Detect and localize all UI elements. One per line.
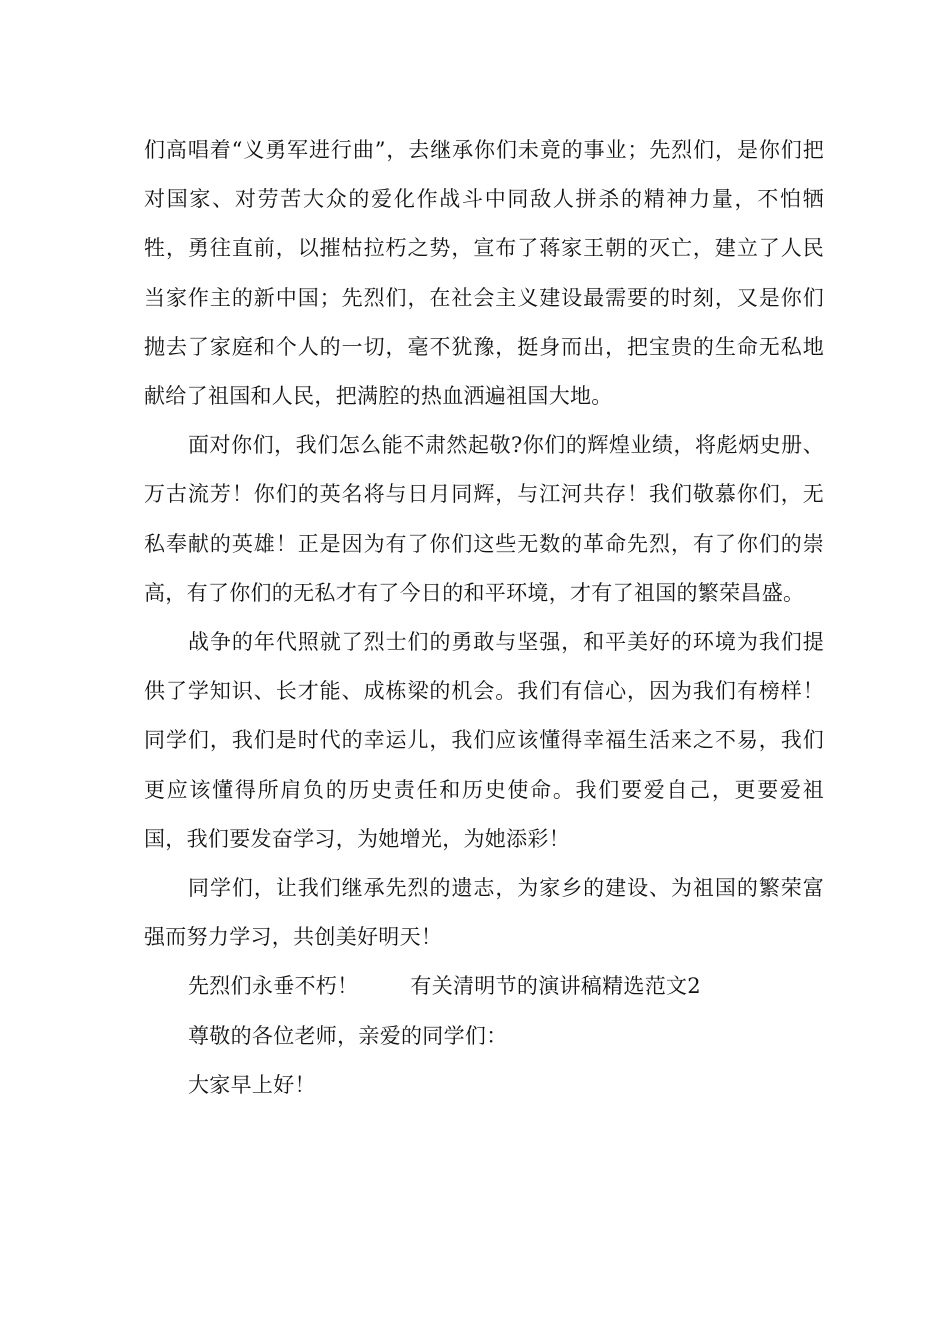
closing-line: [144, 962, 824, 1011]
next-section-title: 有关清明节的演讲稿精选范文2: [410, 974, 701, 999]
greeting: 大家早上好！: [188, 1072, 316, 1097]
paragraph-3: 战争的年代照就了烈士们的勇敢与坚强，和平美好的环境为我们提供了学知识、长才能、成栋梁的机会。我们有信心，因为我们有榜样！同学们，我们是时代的幸运儿，我们应该懂得幸福生活来之不易，我们更应该懂得所肩负的历史责任和历史使命。我们要爱自己，更要爱祖国，我们要发奋学习，为她增光，为她添彩！: [144, 630, 824, 851]
closing-text: 先烈们永垂不朽！: [188, 974, 359, 999]
paragraph-2: 面对你们，我们怎么能不肃然起敬?你们的辉煌业绩，将彪炳史册、万古流芳！你们的英名将与日月同辉，与江河共存！我们敬慕你们，无私奉献的英雄！正是因为有了你们这些无数的革命先烈，有了你们的崇高，有了你们的无私才有了今日的和平环境，才有了祖国的繁荣昌盛。: [144, 433, 824, 605]
paragraph-4: 同学们，让我们继承先烈的遗志，为家乡的建设、为祖国的繁荣富强而努力学习，共创美好明天！: [144, 876, 824, 950]
paragraph-1: 们高唱着“义勇军进行曲”，去继承你们未竟的事业；先烈们，是你们把对国家、对劳苦大众的爱化作战斗中同敌人拼杀的精神力量，不怕牺牲，勇往直前，以摧枯拉朽之势，宣布了蒋家王朝的灭亡，建立了人民当家作主的新中国；先烈们，在社会主义建设最需要的时刻，又是你们抛去了家庭和个人的一切，毫不犹豫，挺身而出，把宝贵的生命无私地献给了祖国和人民，把满腔的热血洒遍祖国大地。: [144, 138, 824, 409]
document-body: [144, 126, 824, 1110]
salutation: 尊敬的各位老师，亲爱的同学们：: [188, 1023, 508, 1048]
